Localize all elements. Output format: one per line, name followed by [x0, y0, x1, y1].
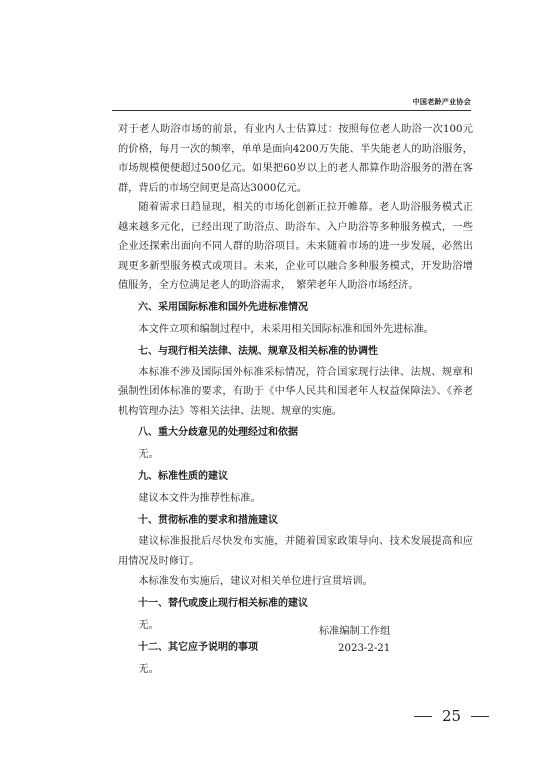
paragraph-section-6: 本文件立项和编制过程中，未采用相关国际标准和国外先进标准。: [138, 323, 434, 335]
paragraph-section-7: 本标准不涉及国际国外标准采标情况，符合国家现行法律、法规、规章和强制性团体标准的要求，有助于《中华人民共和国老年人权益保障法》、《养老机构管理办法》等相关法律、法规、规章的实施。: [118, 366, 473, 417]
document-body: [118, 120, 473, 680]
paragraph-market-prospect: 对于老人助浴市场的前景，有业内人士估算过：按照每位老人助浴一次100元的价格，每月一次的频率，单单是面向4200万失能、半失能老人的助浴服务，市场规模便便超过500亿元。如果把60岁以上的老人都算作助浴服务的潜在客群，背后的市场空间更是高达3000亿元。: [118, 124, 473, 194]
section-heading-6: 六、采用国际标准和国外先进标准情况: [138, 301, 308, 313]
section-heading-7: 七、与现行相关法律、法规、规章及相关标准的协调性: [138, 345, 378, 357]
paragraph-market-innovation: 随着需求日趋显现，相关的市场化创新正拉开帷幕。老人助浴服务模式正越来越多元化，已经出现了助浴点、助浴车、入户助浴等多种服务模式，一些企业还探索出面向不同人群的助浴项目。未来随着市场的进一步发展，必然出现更多新型服务模式或项目。未来，企业可以融合多种服务模式，开发助浴增值服务，全方位满足老人的助浴需求， 繁荣老年人助浴市场经济。: [118, 202, 473, 291]
paragraph-section-8: 无。: [138, 449, 159, 460]
paragraph-section-10b: 本标准发布实施后，建议对相关单位进行宣贯培训。: [138, 576, 373, 587]
section-heading-12: 十二、其它应予说明的事项: [138, 642, 258, 653]
section-heading-9: 九、标准性质的建议: [138, 471, 228, 482]
paragraph-section-10a: 建议标准报批后尽快发布实施，并随着国家政策导向、技术发展提高和应用情况及时修订。: [118, 536, 473, 567]
header-divider: [112, 110, 471, 111]
section-heading-10: 十、贯彻标准的要求和措施建议: [138, 515, 278, 526]
footer-dash-left: [414, 716, 432, 717]
page-footer: [414, 707, 489, 725]
header-organization: 中国老龄产业协会: [412, 98, 471, 106]
paragraph-section-9: 建议本文件为推荐性标准。: [138, 493, 261, 504]
footer-dash-right: [471, 716, 489, 717]
paragraph-section-11: 无。: [138, 620, 159, 631]
section-heading-11: 十一、替代或废止现行相关标准的建议: [138, 598, 308, 609]
section-heading-8: 八、重大分歧意见的处理经过和依据: [138, 427, 298, 438]
paragraph-section-12: 无。: [138, 664, 159, 675]
page-number: 25: [442, 707, 462, 725]
signature-organization: 标准编制工作组: [319, 626, 391, 637]
signature-date: 2023-2-21: [338, 643, 391, 654]
